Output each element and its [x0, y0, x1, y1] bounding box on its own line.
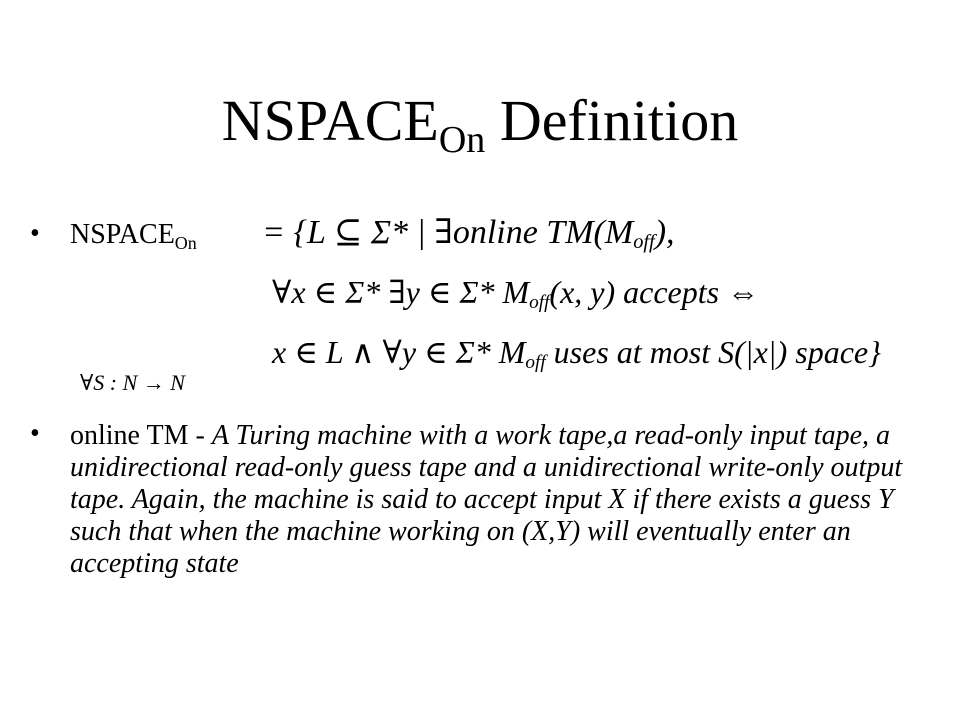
formula-line-1-sub: off [633, 231, 655, 253]
quantifier-formula: ∀S : N → N [80, 370, 185, 395]
formula-line-3-sub: off [525, 352, 546, 373]
formula-line-2-a: ∀x ∈ Σ* ∃y ∈ Σ* M [272, 274, 530, 310]
bullet-2-definition: A Turing machine with a work tape,a read-only input tape, a unidirectional read-only guess tape and a unidirectional write-only output tape. Again, the machine is said to accept input X if there exists a guess Y such that when the machine working on (X,Y) will eventually enter an accepting state [70, 420, 903, 579]
formula-line-1-end: ), [654, 214, 675, 251]
title-subscript: On [438, 119, 486, 161]
formula-line-2-sub: off [529, 292, 550, 313]
formula-line-2 [272, 276, 759, 312]
bullet-1-label [70, 221, 197, 252]
bullet-1-label-sub: On [174, 233, 197, 253]
bullet-2-text [70, 420, 930, 580]
bullet-marker-1: • [30, 218, 40, 249]
title-rest: Definition [485, 88, 739, 153]
bullet-2-lead: online TM - [70, 420, 212, 451]
formula-line-2-b: (x, y) accepts ⇔ [549, 274, 760, 310]
title-main: NSPACE [221, 88, 439, 153]
bullet-marker-2: • [30, 418, 40, 449]
formula-line-3-a: x ∈ L ∧ ∀y ∈ Σ* M [272, 334, 526, 370]
formula-line-3 [272, 336, 881, 372]
bullet-1-label-main: NSPACE [70, 219, 175, 250]
formula-line-3-b: uses at most S(|x|) space} [545, 334, 881, 370]
slide-title [0, 88, 960, 161]
formula-line-1 [262, 216, 675, 252]
formula-line-1-text: = {L ⊆ Σ* | ∃online TM(M [262, 214, 634, 251]
